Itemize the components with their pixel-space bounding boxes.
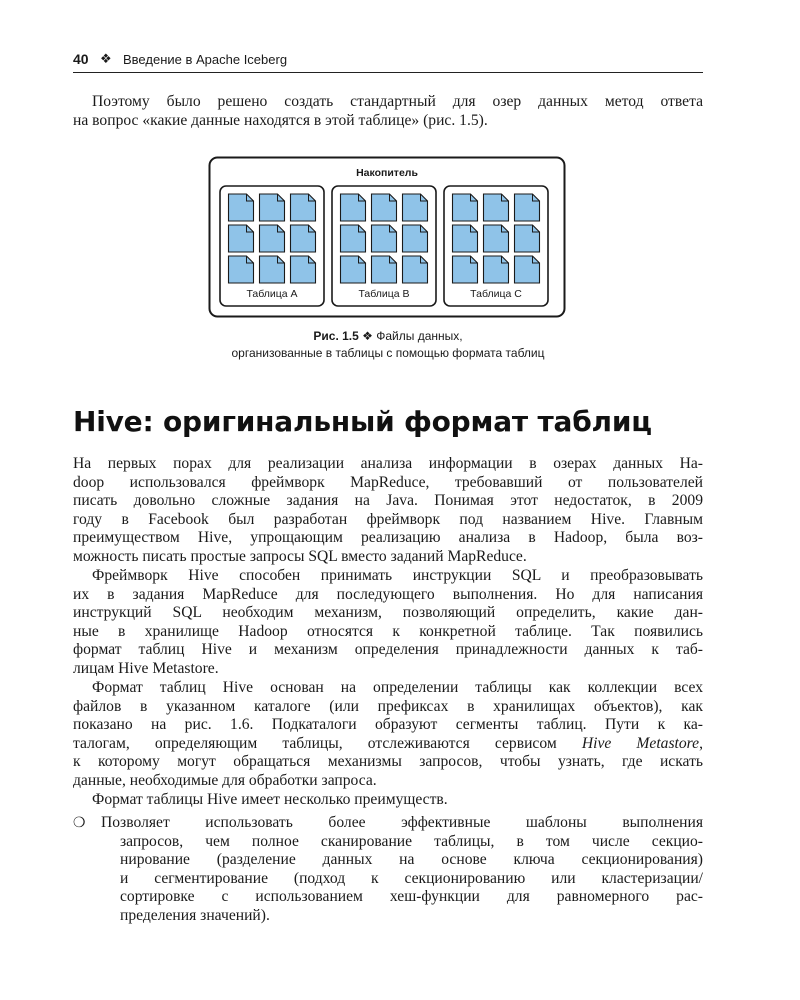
bullet-text (101, 814, 703, 926)
data-file-icon (341, 194, 366, 221)
data-file-icon (515, 256, 540, 283)
data-file-icon (260, 225, 285, 252)
text-line: к которому могут обращаться механизмы запросов, чтобы узнать, где искать (73, 753, 703, 771)
data-file-icon (341, 225, 366, 252)
text-line: их в задания MapReduce для последующего выполнения. Но для написания (73, 585, 703, 603)
running-header (73, 50, 703, 73)
text-fragment: , (699, 734, 703, 752)
running-title: Введение в Apache Iceberg (123, 52, 288, 67)
text-line: пределения значений). (120, 906, 270, 924)
data-file-icon (291, 194, 316, 221)
text-line: На первых порах для реализации анализа информации в озерах данных Ha- (73, 455, 703, 472)
text-line: инструкций SQL необходим механизм, позволяющий определить, какие дан- (73, 604, 703, 622)
data-file-icon (484, 225, 509, 252)
table-label: Таблица A (246, 288, 298, 300)
text-line: году в Facebook был разработан фреймворк под названием Hive. Главным (73, 510, 703, 528)
caption-line-1: Файлы данных, (376, 329, 463, 343)
section-heading: Hive: оригинальный формат таблиц (73, 405, 652, 438)
text-line: ные в хранилище Hadoop относятся к конкретной таблице. Так появились (73, 622, 703, 640)
table-group (220, 186, 324, 306)
text-line: на вопрос «какие данные находятся в этой таблице» (рис. 1.5). (73, 111, 488, 129)
figure-1-5 (208, 156, 566, 318)
data-file-icon (372, 225, 397, 252)
text-line: лицам Hive Metastore. (73, 659, 219, 677)
text-line (73, 735, 703, 754)
text-line: можность писать простые запросы SQL вместо заданий MapReduce. (73, 547, 527, 565)
storage-diagram (208, 156, 566, 318)
paragraph-3 (73, 679, 703, 791)
data-file-icon (229, 194, 254, 221)
text-line: преимуществом Hive, упрощающим реализацию анализа в Hadoop, была воз- (73, 529, 703, 547)
data-file-icon (291, 256, 316, 283)
data-file-icon (372, 256, 397, 283)
caption-line-2: организованные в таблицы с помощью формата таблиц (231, 346, 545, 360)
text-line: показано на рис. 1.6. Подкаталоги образуют сегменты таблиц. Пути к ка- (73, 716, 703, 734)
text-line: данные, необходимые для обработки запроса. (73, 771, 377, 789)
data-file-icon (515, 225, 540, 252)
text-line: Поэтому было решено создать стандартный для озер данных метод ответа (92, 93, 703, 110)
data-file-icon (484, 194, 509, 221)
text-line: писать довольно сложные задания на Java. Понимая этот недостаток, в 2009 (73, 492, 703, 510)
text-line: Фреймворк Hive способен принимать инструкции SQL и преобразовывать (92, 567, 703, 584)
figure-caption (73, 328, 703, 362)
text-line: doop использовался фреймворк MapReduce, требовавший от пользователей (73, 473, 703, 491)
intro-paragraph (73, 93, 703, 130)
page-number: 40 (73, 51, 89, 67)
circle-bullet-icon: ❍ (73, 815, 86, 831)
data-file-icon (515, 194, 540, 221)
data-file-icon (403, 225, 428, 252)
data-file-icon (229, 256, 254, 283)
text-line: и сегментирование (подход к секционированию или кластеризации/ (120, 869, 703, 887)
data-file-icon (229, 225, 254, 252)
data-file-icon (403, 256, 428, 283)
ornament-icon: ❖ (100, 51, 112, 66)
data-file-icon (484, 256, 509, 283)
data-file-icon (453, 256, 478, 283)
data-file-icon (291, 225, 316, 252)
table-label: Таблица B (358, 288, 410, 300)
data-file-icon (260, 194, 285, 221)
paragraph-4 (73, 791, 703, 810)
data-file-icon (260, 256, 285, 283)
paragraph-2 (73, 567, 703, 679)
data-file-icon (403, 194, 428, 221)
text-line: нирование (разделение данных на основе ключа секционирования) (120, 851, 703, 869)
data-file-icon (453, 225, 478, 252)
table-group (444, 186, 548, 306)
text-line: формат таблиц Hive и механизм определения принадлежности данных к таб- (73, 641, 703, 659)
data-file-icon (341, 256, 366, 283)
emphasis-text: Hive Metastore (581, 734, 700, 752)
caption-label: Рис. 1.5 (313, 329, 359, 343)
text-line: Позволяет использовать более эффективные шаблоны выполнения (101, 814, 703, 831)
paragraph-1 (73, 455, 703, 567)
text-line: Формат таблиц Hive основан на определении таблицы как коллекции всех (92, 679, 703, 696)
storage-container-label: Накопитель (356, 167, 418, 179)
text-line: файлов в указанном каталоге (или префиксах в хранилищах объектов), как (73, 697, 703, 715)
table-group (332, 186, 436, 306)
text-line: Формат таблицы Hive имеет несколько преимуществ. (92, 791, 448, 808)
text-line: запросов, чем полное сканирование таблицы, в том числе секцио- (120, 832, 703, 850)
table-label: Таблица C (470, 288, 522, 300)
text-line: сортировке с использованием хеш-функции для равномерного рас- (120, 888, 703, 906)
data-file-icon (453, 194, 478, 221)
caption-ornament-icon: ❖ (362, 329, 373, 343)
text-fragment: талогам, определяющим таблицы, отслеживаются сервисом (73, 734, 582, 752)
data-file-icon (372, 194, 397, 221)
